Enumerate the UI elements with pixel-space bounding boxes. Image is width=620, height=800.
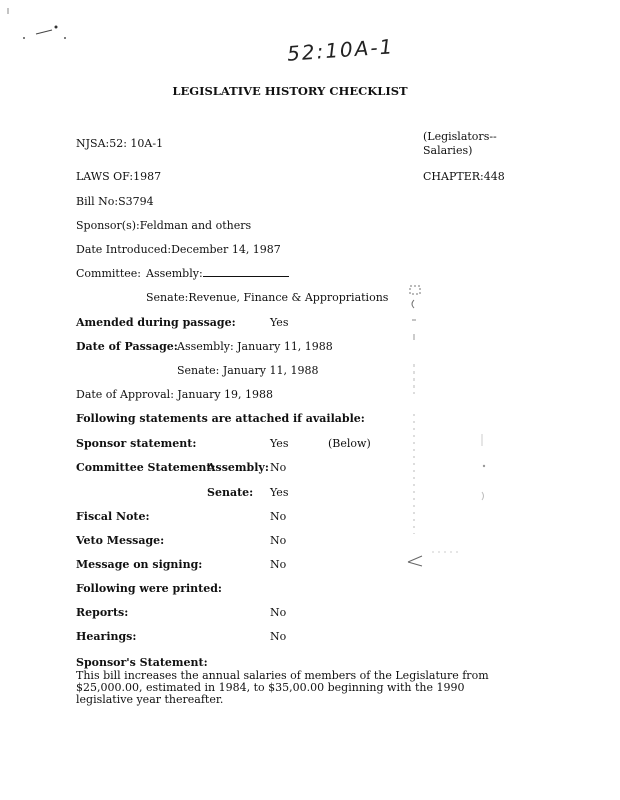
veto-message-value: No: [270, 534, 287, 547]
committee-statement-assembly-label: Assembly:: [207, 461, 269, 474]
fiscal-note-label: Fiscal Note:: [76, 510, 150, 523]
date-introduced: Date Introduced:December 14, 1987: [76, 243, 281, 256]
committee-assembly: [146, 267, 289, 281]
handwritten-citation: 52:10A-1: [286, 34, 395, 66]
committee-senate: Senate:Revenue, Finance & Appropriations: [146, 291, 389, 304]
sponsors: Sponsor(s):Feldman and others: [76, 219, 252, 232]
message-on-signing-value: No: [270, 558, 287, 571]
amended-value: Yes: [270, 316, 289, 329]
chapter: CHAPTER:448: [423, 170, 505, 183]
passage-assembly: Assembly: January 11, 1988: [177, 340, 333, 353]
subject-line-2: Salaries): [423, 144, 473, 157]
margin-scan-marks: [398, 284, 498, 584]
scan-marks: [0, 0, 80, 60]
committee-assembly-blank: [203, 267, 289, 277]
following-printed: Following were printed:: [76, 582, 222, 595]
passage-label: Date of Passage:: [76, 340, 178, 353]
amended-label: Amended during passage:: [76, 316, 236, 329]
sponsor-statement-note: (Below): [328, 437, 371, 450]
statement-text: This bill increases the annual salaries of members of the Legislature from $25,000.00, estimated in 1984, to $35,00.00 beginning with the 1990 legislative year thereafter.: [76, 669, 489, 706]
sponsor-statement-value: Yes: [270, 437, 289, 450]
message-on-signing-label: Message on signing:: [76, 558, 203, 571]
committee-statement-assembly-value: No: [270, 461, 287, 474]
reports-value: No: [270, 606, 287, 619]
veto-message-label: Veto Message:: [76, 534, 165, 547]
following-attached: Following statements are attached if available:: [76, 412, 365, 425]
laws-of: LAWS OF:1987: [76, 170, 162, 183]
njsa-citation: NJSA:52: 10A-1: [76, 137, 164, 150]
bill-number: Bill No:S3794: [76, 195, 154, 208]
statement-heading: Sponsor's Statement:: [76, 656, 208, 669]
date-of-approval: Date of Approval: January 19, 1988: [76, 388, 274, 401]
committee-statement-label: Committee Statement:: [76, 461, 216, 474]
committee-label: Committee:: [76, 267, 141, 280]
fiscal-note-value: No: [270, 510, 287, 523]
page-title: LEGISLATIVE HISTORY CHECKLIST: [172, 84, 408, 98]
committee-assembly-label: Assembly:: [146, 267, 203, 280]
hearings-value: No: [270, 630, 287, 643]
hearings-label: Hearings:: [76, 630, 137, 643]
sponsor-statement-label: Sponsor statement:: [76, 437, 197, 450]
passage-senate: Senate: January 11, 1988: [177, 364, 319, 377]
reports-label: Reports:: [76, 606, 129, 619]
committee-statement-senate-value: Yes: [270, 486, 289, 499]
committee-statement-senate-label: Senate:: [207, 486, 254, 499]
subject-line-1: (Legislators--: [423, 130, 497, 143]
